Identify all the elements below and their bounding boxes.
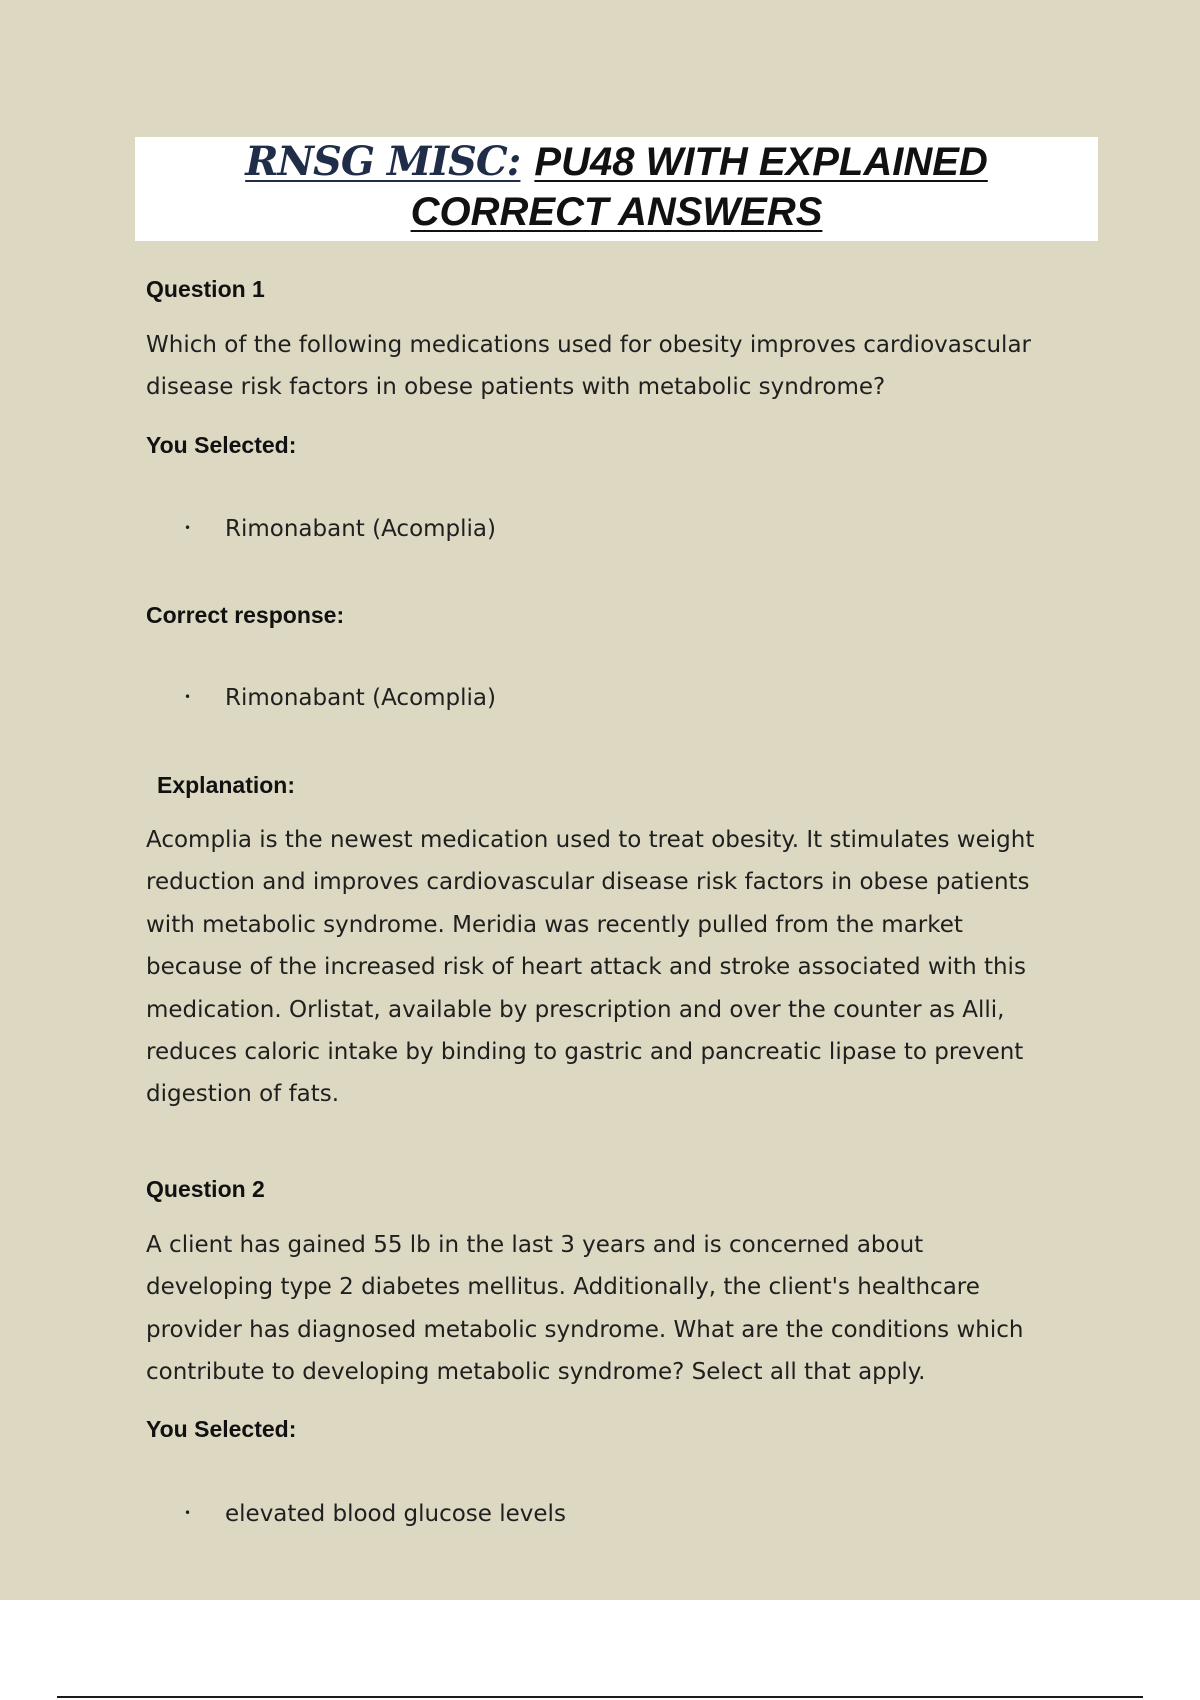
title-line-1 [135, 137, 1098, 187]
explanation-line: reduces caloric intake by binding to gastric and pancreatic lipase to prevent [146, 1039, 1024, 1066]
explanation-line: medication. Orlistat, available by prescription and over the counter as Alli, [146, 996, 1005, 1023]
question-1-text [146, 324, 1096, 409]
question-1-selected-label: You Selected: [146, 432, 297, 458]
question-2-text-line: provider has diagnosed metabolic syndrome. What are the conditions which [146, 1316, 1024, 1343]
bullet-icon: • [184, 1506, 192, 1520]
question-1-correct-label: Correct response: [146, 602, 345, 628]
footer-rule [57, 1696, 1143, 1698]
question-1-correct-answer: Rimonabant (Acomplia) [225, 685, 496, 711]
question-1-explanation [146, 819, 1096, 1116]
explanation-line: Acomplia is the newest medication used to treat obesity. It stimulates weight [146, 827, 1035, 853]
document-title [135, 137, 1098, 241]
explanation-line: digestion of fats. [146, 1081, 340, 1108]
question-1-text-line: disease risk factors in obese patients with metabolic syndrome? [146, 374, 886, 401]
bullet-icon: • [184, 690, 192, 704]
explanation-line: reduction and improves cardiovascular disease risk factors in obese patients [146, 869, 1030, 896]
title-prefix: RNSG MISC: [245, 138, 521, 185]
question-2-selected-answer: elevated blood glucose levels [225, 1501, 566, 1527]
question-2-text-line: developing type 2 diabetes mellitus. Additionally, the client's healthcare [146, 1274, 980, 1301]
question-1-heading: Question 1 [146, 276, 265, 302]
question-2-text-line: contribute to developing metabolic syndrome? Select all that apply. [146, 1359, 926, 1386]
explanation-line: because of the increased risk of heart attack and stroke associated with this [146, 954, 1026, 981]
question-2-heading: Question 2 [146, 1176, 265, 1202]
bullet-icon: • [184, 521, 192, 535]
question-2-selected-label: You Selected: [146, 1416, 297, 1442]
explanation-line: with metabolic syndrome. Meridia was recently pulled from the market [146, 911, 963, 938]
question-2-text [146, 1224, 1096, 1394]
title-main-line-2: CORRECT ANSWERS [410, 190, 823, 234]
question-2-text-line: A client has gained 55 lb in the last 3 years and is concerned about [146, 1232, 924, 1258]
question-1-explanation-label: Explanation: [157, 772, 296, 798]
title-line-2 [135, 187, 1098, 237]
question-1-selected-answer: Rimonabant (Acomplia) [225, 516, 496, 542]
title-main-line-1: PU48 WITH EXPLAINED [534, 140, 988, 184]
question-1-text-line: Which of the following medications used for obesity improves cardiovascular [146, 332, 1031, 358]
